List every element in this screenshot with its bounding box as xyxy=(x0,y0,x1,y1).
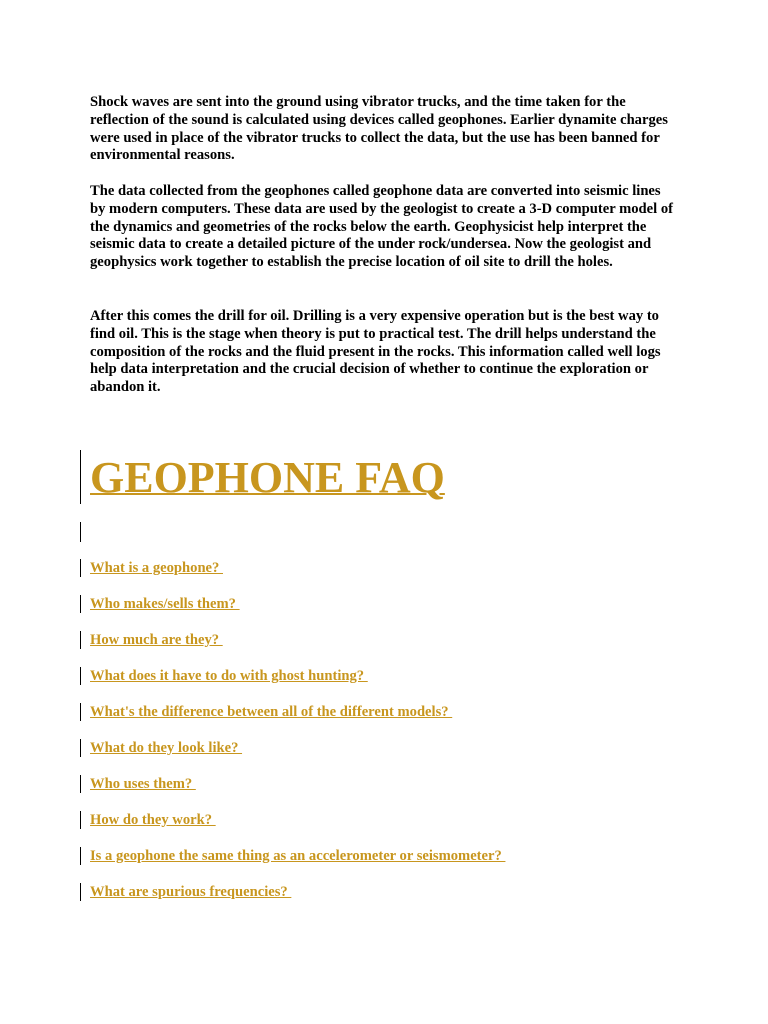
text-cursor xyxy=(80,631,81,649)
text-cursor xyxy=(80,522,81,542)
text-cursor xyxy=(80,667,81,685)
faq-link-look-like[interactable]: What do they look like? xyxy=(90,740,243,756)
paragraph-drilling: After this comes the drill for oil. Drilling is a very expensive operation but is the best way to find oil. This is the stage when theory is put to practical test. The drill helps understand the composition of the rocks and the fluid present in the rocks. This information called well logs help data interpretation and the crucial decision of whether to continue the exploration or abandon it. xyxy=(90,308,661,396)
text-cursor xyxy=(80,883,81,901)
text-cursor xyxy=(80,703,81,721)
faq-link-ghost-hunting[interactable]: What does it have to do with ghost hunting? xyxy=(90,668,368,684)
paragraph-geophone-data: The data collected from the geophones called geophone data are converted into seismic lines by modern computers. These data are used by the geologist to create a 3-D computer model of the dynamics and geometries of the rocks below the earth. Geophysicist help interpret the seismic data to create a detailed picture of the under rock/undersea. Now the geologist and geophysics work together to establish the precise location of oil site to drill the holes. xyxy=(90,183,674,271)
text-cursor xyxy=(80,595,81,613)
text-cursor xyxy=(80,739,81,757)
text-cursor xyxy=(80,559,81,577)
faq-link-how-much[interactable]: How much are they? xyxy=(90,632,223,648)
text-cursor xyxy=(80,811,81,829)
faq-heading[interactable]: GEOPHONE FAQ xyxy=(90,453,445,502)
faq-link-what-is-geophone[interactable]: What is a geophone? xyxy=(90,560,223,576)
faq-link-spurious-frequencies[interactable]: What are spurious frequencies? xyxy=(90,884,292,900)
faq-link-how-work[interactable]: How do they work? xyxy=(90,812,216,828)
paragraph-vibrator-trucks: Shock waves are sent into the ground using vibrator trucks, and the time taken for the reflection of the sound is calculated using devices called geophones. Earlier dynamite charges were used in place of the vibrator trucks to collect the data, but the use has been banned for environmental reasons. xyxy=(90,94,668,164)
faq-link-accelerometer[interactable]: Is a geophone the same thing as an accelerometer or seismometer? xyxy=(90,848,506,864)
faq-link-who-uses[interactable]: Who uses them? xyxy=(90,776,196,792)
text-cursor xyxy=(80,450,81,504)
faq-link-models-difference[interactable]: What's the difference between all of the different models? xyxy=(90,704,453,720)
text-cursor xyxy=(80,775,81,793)
faq-link-who-makes[interactable]: Who makes/sells them? xyxy=(90,596,240,612)
text-cursor xyxy=(80,847,81,865)
